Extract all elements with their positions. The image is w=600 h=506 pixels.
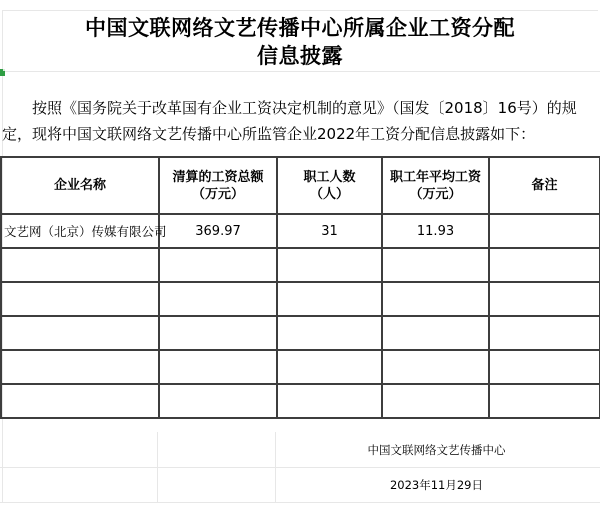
header-total-wage-unit: （万元）	[191, 186, 244, 202]
header-company-label: 企业名称	[53, 178, 106, 193]
wage-disclosure-table	[0, 156, 600, 419]
header-remark-label: 备注	[531, 178, 558, 193]
cell-total-wage: 369.97	[159, 214, 277, 248]
table-header-row	[1, 157, 600, 214]
page-title-line-2: 信息披露	[257, 44, 343, 68]
cell-employee-count: 31	[277, 214, 382, 248]
table-empty-row	[1, 350, 600, 384]
header-avg-wage-unit: （万元）	[409, 186, 462, 202]
page-title	[0, 14, 600, 70]
green-flag-icon	[0, 69, 5, 76]
intro-line-1: 按照《国务院关于改革国有企业工资决定机制的意见》（国发〔2018〕16号）的规	[32, 99, 577, 117]
header-employee-count-label: 职工人数	[303, 169, 356, 185]
header-total-wage-label: 清算的工资总额	[172, 169, 264, 185]
intro-paragraph	[2, 95, 597, 147]
header-employee-count	[277, 157, 382, 214]
header-total-wage	[159, 157, 277, 214]
header-company	[1, 157, 159, 214]
header-employee-count-unit: （人）	[309, 186, 349, 202]
cell-avg-annual-wage: 11.93	[382, 214, 489, 248]
table-empty-row	[1, 282, 600, 316]
gridline-under-title	[0, 71, 600, 72]
table-empty-row	[1, 384, 600, 418]
gridline-top	[2, 10, 598, 11]
header-remark	[489, 157, 600, 214]
page-title-line-1: 中国文联网络文艺传播中心所属企业工资分配	[85, 16, 515, 40]
table-empty-row	[1, 248, 600, 282]
cell-remark	[489, 214, 600, 248]
footer-signature: 中国文联网络文艺传播中心	[367, 442, 506, 457]
table-empty-row	[1, 316, 600, 350]
gridline-bottom	[0, 502, 600, 503]
header-avg-wage-label: 职工年平均工资	[389, 169, 481, 185]
footer-date: 2023年11月29日	[389, 477, 484, 492]
table-row	[1, 214, 600, 248]
intro-line-2: 定，现将中国文联网络文艺传播中心所监管企业2022年工资分配信息披露如下：	[2, 125, 536, 143]
cell-company-name: 文艺网（北京）传媒有限公司	[1, 214, 159, 248]
header-avg-wage	[382, 157, 489, 214]
gridline-vertical-1	[157, 432, 158, 502]
